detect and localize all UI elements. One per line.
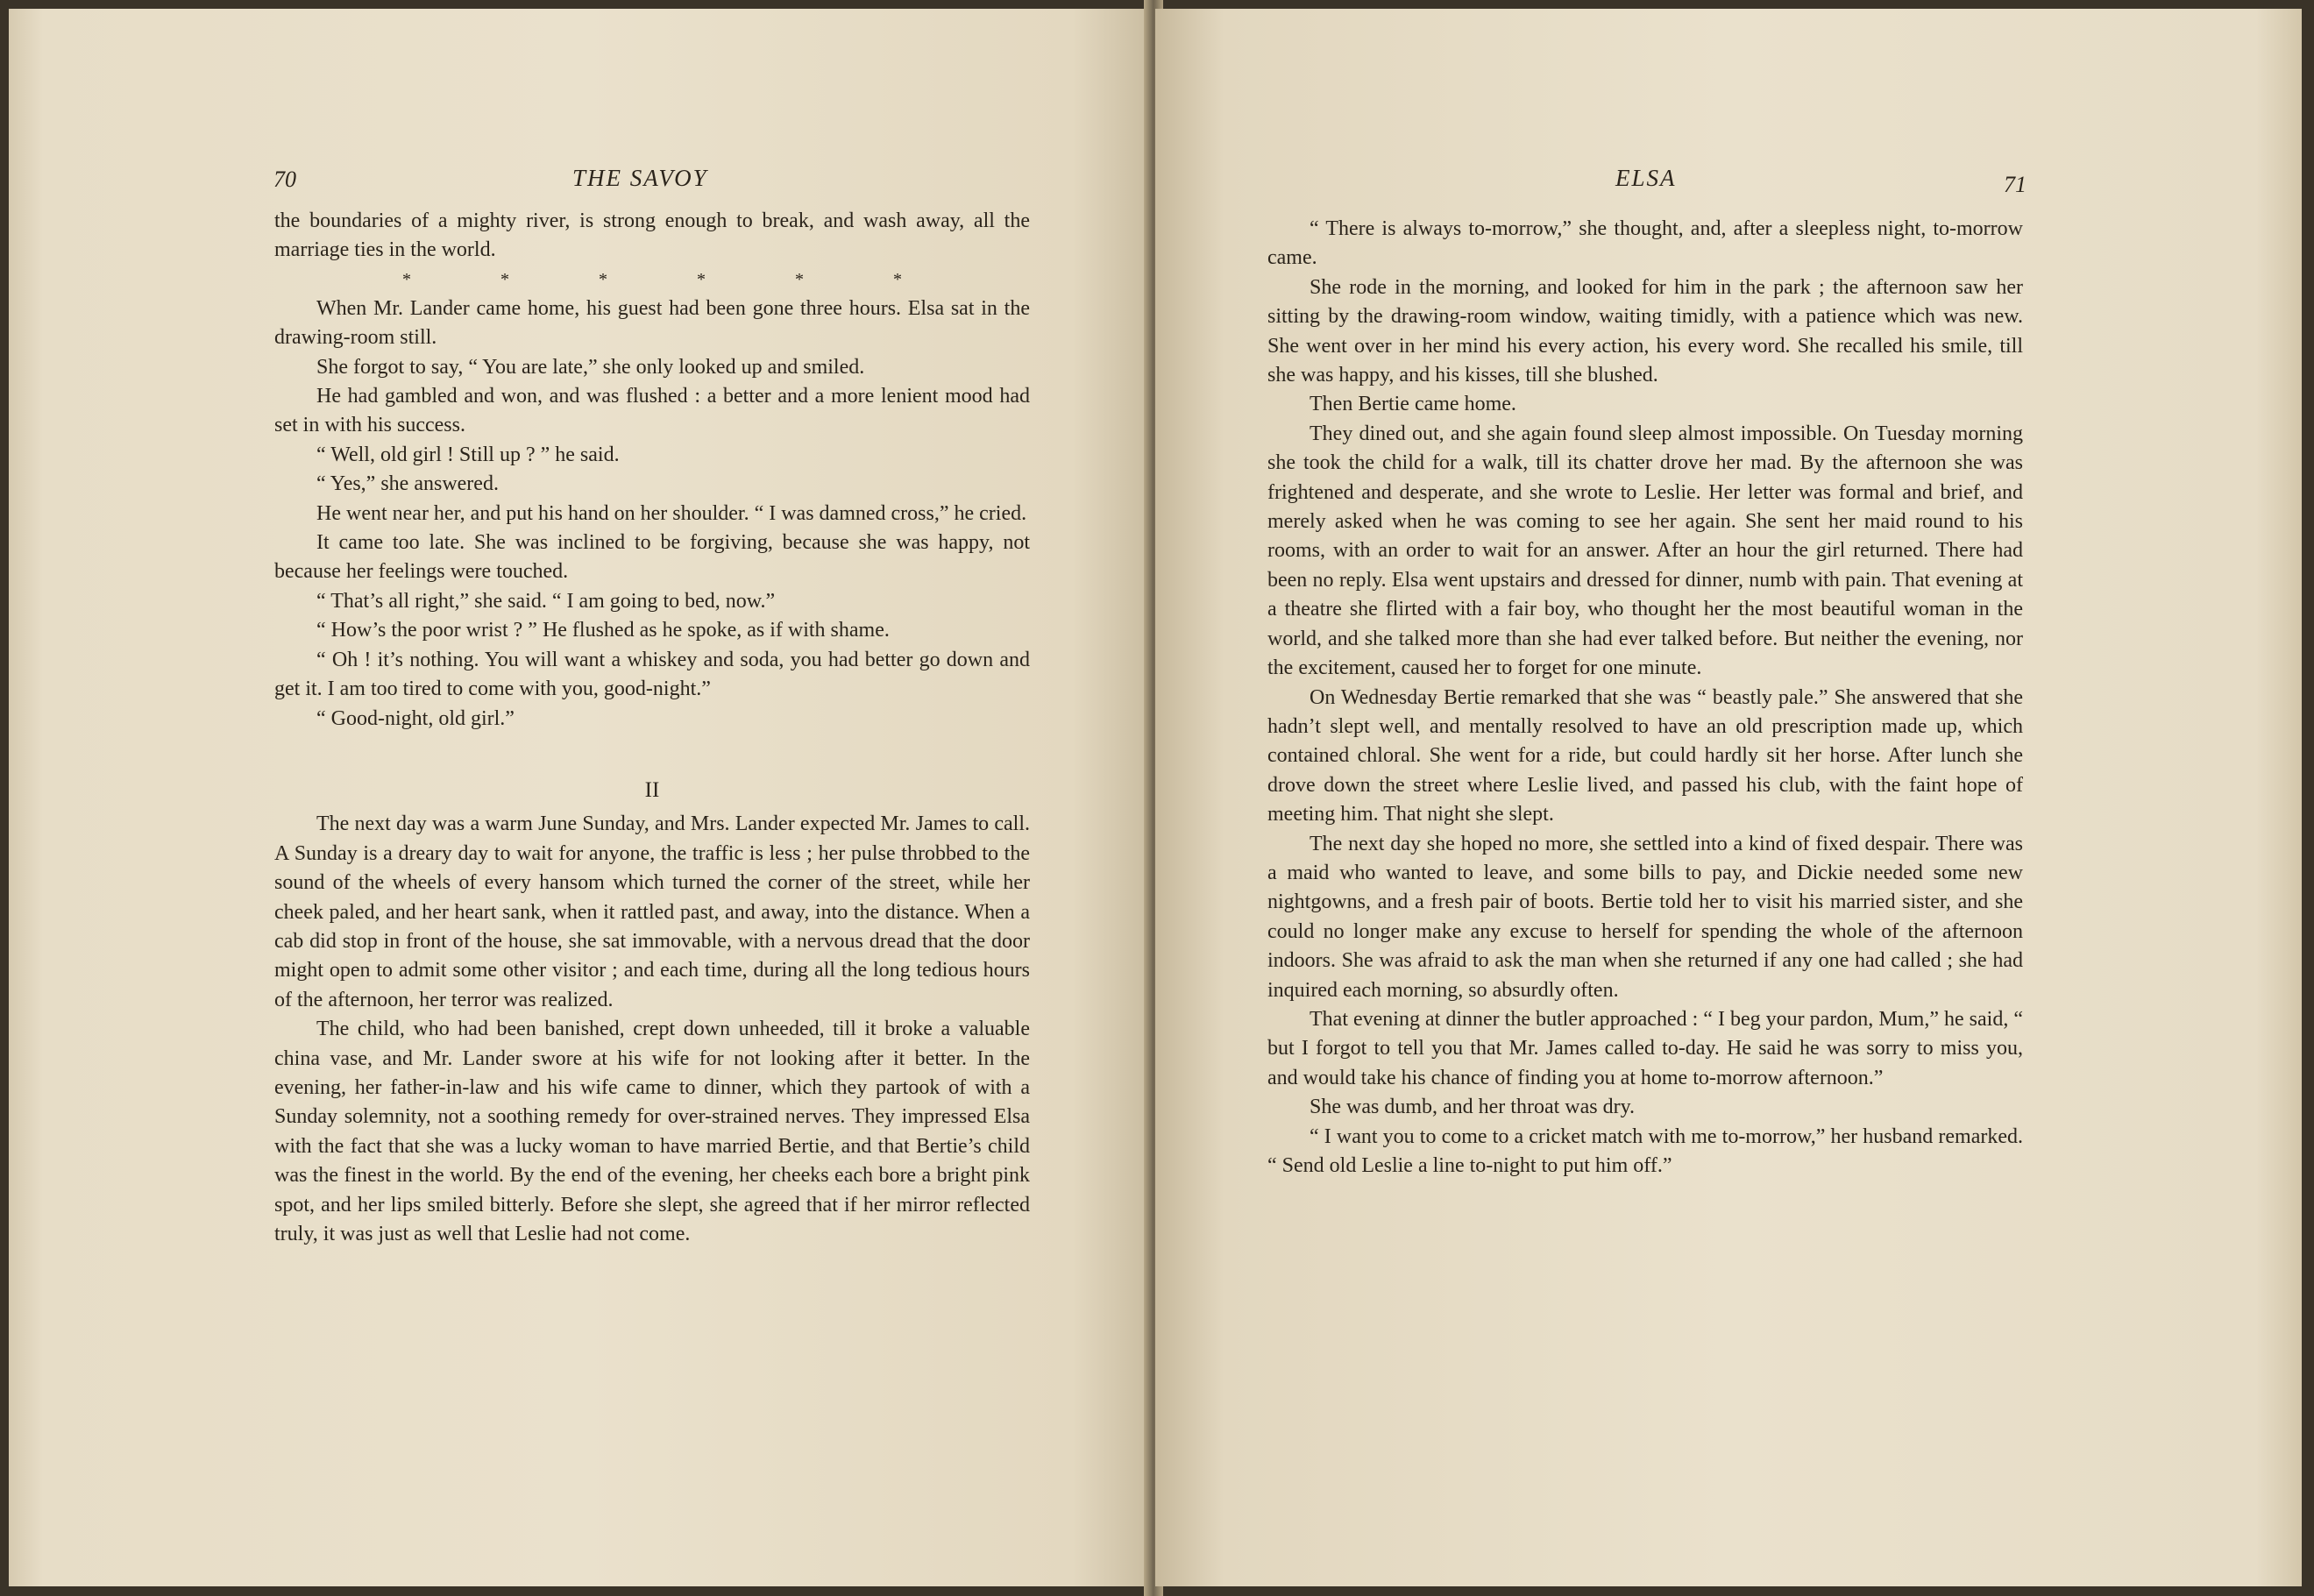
- star: *: [893, 269, 902, 289]
- paragraph: the boundaries of a mighty river, is strong enough to break, and wash away, all the marriage ties in the world.: [274, 209, 1030, 262]
- paragraph: “ Yes,” she answered.: [316, 472, 499, 496]
- page-number-left: 70: [273, 167, 296, 192]
- page-number-right: 71: [2004, 172, 2027, 197]
- star: *: [697, 269, 706, 289]
- star: *: [599, 269, 607, 289]
- paragraph: He had gambled and won, and was flushed : a better and a more lenient mood had set in with his success.: [274, 385, 1030, 437]
- paragraph: She forgot to say, “ You are late,” she only looked up and smiled.: [316, 355, 865, 379]
- paragraph: “ There is always to-morrow,” she thought, and, after a sleepless night, to-morrow came.: [1267, 217, 2023, 270]
- section-break-stars: [274, 266, 1030, 294]
- star: *: [795, 269, 804, 289]
- running-head-left: THE SAVOY: [572, 165, 708, 191]
- paragraph: When Mr. Lander came home, his guest had been gone three hours. Elsa sat in the drawing-room still.: [274, 296, 1030, 350]
- paragraph: “ That’s all right,” she said. “ I am going to bed, now.”: [316, 589, 776, 613]
- star: *: [500, 269, 509, 289]
- paragraph: It came too late. She was inclined to be forgiving, because she was happy, not because her feelings were touched.: [274, 531, 1030, 584]
- running-head-right: ELSA: [1615, 165, 1677, 191]
- section-gap: [274, 734, 1030, 760]
- paragraph: On Wednesday Bertie remarked that she was “ beastly pale.” She answered that she hadn’t slept well, and mentally resolved to have an old prescription made up, which contained chloral. She went for a ride, but could hardly sit her horse. After lunch she drove down the street where Leslie lived, and passed his club, with the faint hope of meeting him. That night she slept.: [1267, 685, 2023, 826]
- paragraph: She was dumb, and her throat was dry.: [1310, 1096, 1636, 1119]
- paragraph: The next day was a warm June Sunday, and Mrs. Lander expected Mr. James to call. A Sunday is a dreary day to wait for anyone, the traffic is less ; her pulse throbbed to the sound of the wheels of every hansom which turned the corner of the street, while her cheek paled, and her heart sank, when it rattled past, and away, into the distance. When a cab did stop in front of the house, she sat immovable, with a nervous dread that the door might open to admit some other visitor ; and each time, during all the long tedious hours of the afternoon, her terror was realized.: [274, 812, 1030, 1011]
- paragraph: “ How’s the poor wrist ? ” He flushed as he spoke, as if with shame.: [316, 619, 890, 642]
- right-page-text: [1267, 215, 2023, 1181]
- paragraph: “ Oh ! it’s nothing. You will want a whiskey and soda, you had better go down and get it. I am too tired to come with you, good-night.”: [274, 648, 1030, 701]
- paragraph: “ Well, old girl ! Still up ? ” he said.: [316, 443, 620, 466]
- paragraph: He went near her, and put his hand on her shoulder. “ I was damned cross,” he cried.: [316, 501, 1027, 525]
- star: *: [402, 269, 411, 289]
- paragraph: “ I want you to come to a cricket match with me to-morrow,” her husband remarked. “ Send old Leslie a line to-night to put him off.”: [1267, 1124, 2023, 1177]
- paragraph: She rode in the morning, and looked for him in the park ; the afternoon saw her sitting by the drawing-room window, waiting timidly, with a patience which was new. She went over in her mind his every action, his every word. She recalled his smile, till she was happy, and his kisses, till she blushed.: [1267, 275, 2023, 387]
- paragraph: The child, who had been banished, crept down unheeded, till it broke a valuable china vase, and Mr. Lander swore at his wife for not looking after it better. In the evening, her father-in-law and his wife came to dinner, which they partook of with a Sunday solemnity, not a soothing remedy for over-strained nerves. They impressed Elsa with the fact that she was a lucky woman to have married Bertie, and that Bertie’s child was the finest in the world. By the end of the evening, her cheeks each bore a bright pink spot, and her lips smiled bitterly. Before she slept, she agreed that if her mirror reflected truly, it was just as well that Leslie had not come.: [274, 1018, 1030, 1245]
- paragraph: The next day she hoped no more, she settled into a kind of fixed despair. There was a maid who wanted to leave, and some bills to pay, and Dickie needed some new nightgowns, and a fresh pair of boots. Bertie told her to visit his married sister, and she could no longer make any excuse to herself for spending the whole of the afternoon indoors. She was afraid to ask the man when she returned if any one had called ; she had inquired each morning, so absurdly often.: [1267, 832, 2023, 1002]
- paragraph: Then Bertie came home.: [1310, 393, 1516, 416]
- paragraph: That evening at dinner the butler approached : “ I beg your pardon, Mum,” he said, “ but I forgot to tell you that Mr. James called to-day. He said he was sorry to miss you, and would take his chance of finding you at home to-morrow afternoon.”: [1267, 1007, 2023, 1089]
- section-number: II: [644, 777, 660, 802]
- paragraph: They dined out, and she again found sleep almost impossible. On Tuesday morning she took the child for a walk, till its chatter drove her mad. By the afternoon she was frightened and desperate, and she wrote to Leslie. Her letter was formal and brief, and merely asked when he was coming to see her again. She sent her maid round to his rooms, with an order to wait for an answer. After an hour the girl returned. There had been no reply. Elsa went upstairs and dressed for dinner, numb with pain. That evening at a theatre she flirted with a fair boy, who thought her the most beautiful woman in the world, and she talked more than she had ever talked before. But neither the evening, nor the excitement, caused her to forget for one minute.: [1267, 422, 2023, 680]
- paragraph: “ Good-night, old girl.”: [316, 706, 515, 730]
- left-page-text: [274, 207, 1030, 1249]
